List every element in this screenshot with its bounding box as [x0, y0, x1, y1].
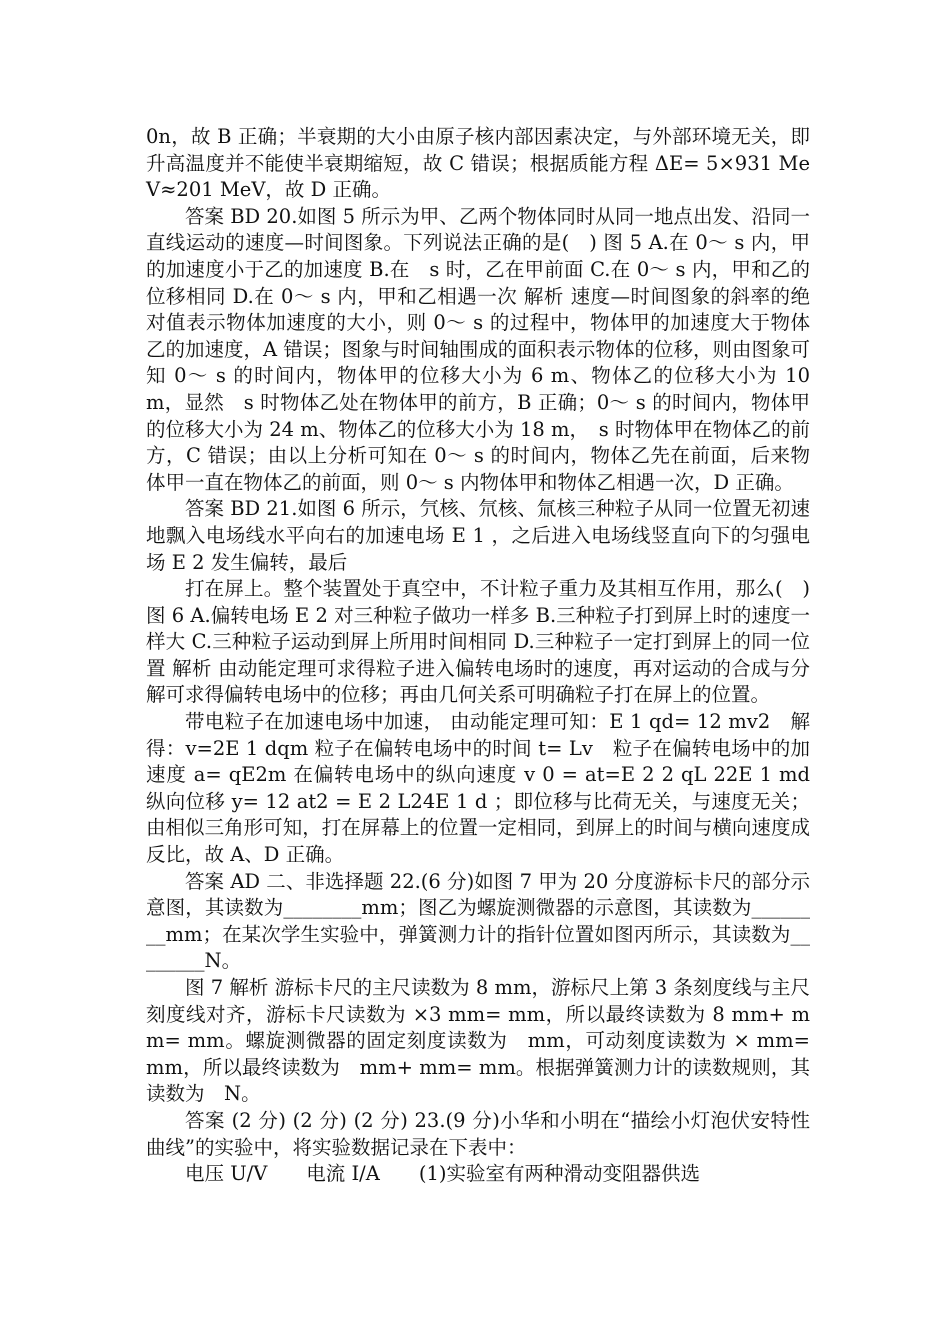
paragraph: 电压 U/V 电流 I/A (1)实验室有两种滑动变阻器供选: [185, 1162, 700, 1186]
document-page: [146, 124, 830, 1188]
paragraph: 答案 BD 21.如图 6 所示，氕核、氘核、氚核三种粒子从同一位置无初速地飘入电场线水平向右的加速电场 E 1 ，之后进入电场线竖直向下的匀强电场 E 2 发生偏转，最后: [146, 497, 810, 574]
paragraph: 答案 (2 分) (2 分) (2 分) 23.(9 分)小华和小明在“描绘小灯泡伏安特性曲线”的实验中，将实验数据记录在下表中：: [146, 1108, 810, 1159]
paragraph: 0n，故 B 正确；半衰期的大小由原子核内部因素决定，与外部环境无关，即升高温度并不能使半衰期缩短，故 C 错误；根据质能方程 ΔE= 5×931 MeV≈201 MeV，故 D 正确。: [146, 125, 810, 202]
paragraph: 答案 BD 20.如图 5 所示为甲、乙两个物体同时从同一地点出发、沿同一直线运动的速度—时间图象。下列说法正确的是( ) 图 5 A.在 0～ s 内，甲的加速度小于乙的加速度 B.在 s 时，乙在甲前面 C.在 0～ s 内，甲和乙的位移相同 D.在 0～ s 内，甲和乙相遇一次 解析 速度—时间图象的斜率的绝对值表示物体加速度的大小，则 0～ s 的过程中，物体甲的加速度大于物体乙的加速度，A 错误；图象与时间轴围成的面积表示物体的位移，则由图象可知 0～ s 的时间内，物体甲的位移大小为 6 m、物体乙的位移大小为 10 m，显然 s 时物体乙处在物体甲的前方，B 正确；0～ s 的时间内，物体甲的位移大小为 24 m、物体乙的位移大小为 18 m， s 时物体甲在物体乙的前方，C 错误；由以上分析可知在 0～ s 的时间内，物体乙先在前面，后来物体甲一直在物体乙的前面，则 0～ s 内物体甲和物体乙相遇一次，D 正确。: [146, 204, 810, 494]
paragraph: 带电粒子在加速电场中加速， 由动能定理可知：E 1 qd= 12 mv2 解得：v=2E 1 dqm 粒子在偏转电场中的时间 t= Lv 粒子在偏转电场中的加速度 a= qE2m 在偏转电场中的纵向速度 v 0 = at=E 2 2 qL 22E 1 md 纵向位移 y= 12 at2 = E 2 L24E 1 d ；即位移与比荷无关，与速度无关；由相似三角形可知，打在屏幕上的位置一定相同，到屏上的时间与横向速度成反比，故 A、D 正确。: [146, 710, 830, 867]
paragraph: 打在屏上。整个装置处于真空中，不计粒子重力及其相互作用，那么( ) 图 6 A.偏转电场 E 2 对三种粒子做功一样多 B.三种粒子打到屏上时的速度一样大 C.三种粒子运动到屏上所用时间相同 D.三种粒子一定打到屏上的同一位置 解析 由动能定理可求得粒子进入偏转电场时的速度，再对运动的合成与分解可求得偏转电场中的位移；再由几何关系可明确粒子打在屏上的位置。: [146, 577, 830, 707]
paragraph: 图 7 解析 游标卡尺的主尺读数为 8 mm，游标尺上第 3 条刻度线与主尺刻度线对齐，游标卡尺读数为 ×3 mm= mm，所以最终读数为 8 mm+ mm= mm。螺旋测微器的固定刻度读数为 mm，可动刻度读数为 × mm= mm，所以最终读数为 mm+ mm= mm。根据弹簧测力计的读数规则，其读数为 N。: [146, 976, 810, 1106]
paragraph: 答案 AD 二、非选择题 22.(6 分)如图 7 甲为 20 分度游标卡尺的部分示意图，其读数为________mm；图乙为螺旋测微器的示意图，其读数为________mm；在某次学生实验中，弹簧测力计的指针位置如图丙所示，其读数为________N。: [146, 869, 810, 973]
